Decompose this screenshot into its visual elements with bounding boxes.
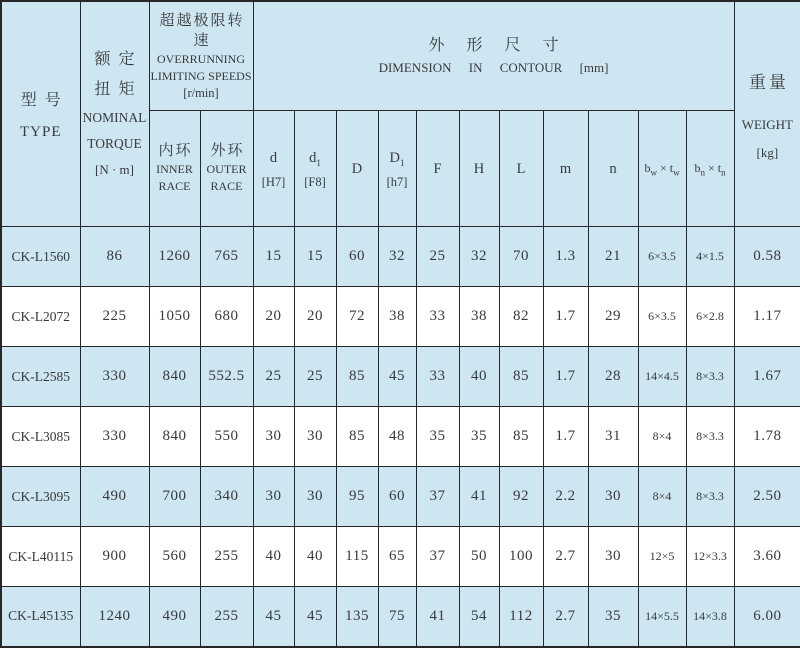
cell-weight: 2.50 <box>734 467 800 527</box>
cell-H: 54 <box>459 587 499 647</box>
cell-D1: 75 <box>378 587 416 647</box>
header-bn-tn-label: $b_n \times t_n$ <box>694 161 726 178</box>
header-d-tolerance: [H7] <box>261 174 286 189</box>
header-inner-en2: RACE <box>158 179 191 193</box>
cell-nominal-torque: 330 <box>80 407 149 467</box>
header-inner-en1: INNER <box>156 162 193 176</box>
cell-d: 40 <box>253 527 294 587</box>
header-d <box>253 111 294 227</box>
cell-outer-race-speed: 340 <box>200 467 253 527</box>
cell-type: CK-L2585 <box>1 347 80 407</box>
cell-d1: 15 <box>294 227 336 287</box>
cell-D1: 38 <box>378 287 416 347</box>
cell-F: 25 <box>416 227 459 287</box>
header-inner-zh: 内环 <box>158 143 193 159</box>
cell-m: 1.7 <box>543 347 588 407</box>
cell-F: 37 <box>416 527 459 587</box>
cell-H: 32 <box>459 227 499 287</box>
header-H-label: H <box>473 160 485 177</box>
cell-D: 85 <box>336 347 378 407</box>
header-outer-zh: 外环 <box>210 143 245 159</box>
cell-outer-race-speed: 550 <box>200 407 253 467</box>
cell-inner-race-speed: 700 <box>149 467 200 527</box>
cell-nominal-torque: 1240 <box>80 587 149 647</box>
cell-H: 38 <box>459 287 499 347</box>
cell-inner-race-speed: 490 <box>149 587 200 647</box>
cell-L: 82 <box>499 287 543 347</box>
header-n-label: n <box>609 160 617 177</box>
header-outer-en1: OUTER <box>206 162 247 176</box>
cell-m: 1.7 <box>543 407 588 467</box>
cell-D1: 65 <box>378 527 416 587</box>
table-row <box>1 587 800 647</box>
table-body <box>1 227 800 647</box>
cell-nominal-torque: 900 <box>80 527 149 587</box>
cell-d: 30 <box>253 467 294 527</box>
cell-bn-tn: 12×3.3 <box>686 527 734 587</box>
cell-m: 1.7 <box>543 287 588 347</box>
cell-m: 2.2 <box>543 467 588 527</box>
header-speeds-zh: 超越极限转速 <box>159 12 245 49</box>
cell-F: 33 <box>416 347 459 407</box>
cell-bn-tn: 4×1.5 <box>686 227 734 287</box>
cell-weight: 1.78 <box>734 407 800 467</box>
header-overrunning-speeds <box>149 1 253 111</box>
header-d1-label: $d_1$ <box>309 149 321 168</box>
cell-D1: 32 <box>378 227 416 287</box>
cell-n: 30 <box>588 467 638 527</box>
cell-weight: 1.67 <box>734 347 800 407</box>
cell-d1: 20 <box>294 287 336 347</box>
cell-D1: 60 <box>378 467 416 527</box>
cell-D: 72 <box>336 287 378 347</box>
cell-L: 100 <box>499 527 543 587</box>
cell-d1: 45 <box>294 587 336 647</box>
cell-D: 85 <box>336 407 378 467</box>
cell-inner-race-speed: 840 <box>149 347 200 407</box>
header-m <box>543 111 588 227</box>
header-outer-en2: RACE <box>210 179 243 193</box>
cell-D: 135 <box>336 587 378 647</box>
header-speeds-unit: [r/min] <box>183 85 219 100</box>
cell-d1: 30 <box>294 467 336 527</box>
cell-nominal-torque: 86 <box>80 227 149 287</box>
cell-nominal-torque: 225 <box>80 287 149 347</box>
cell-nominal-torque: 490 <box>80 467 149 527</box>
cell-bn-tn: 14×3.8 <box>686 587 734 647</box>
header-F-label: F <box>433 160 442 177</box>
cell-L: 85 <box>499 347 543 407</box>
cell-F: 41 <box>416 587 459 647</box>
cell-n: 31 <box>588 407 638 467</box>
cell-bw-tw: 14×4.5 <box>638 347 686 407</box>
cell-type: CK-L40115 <box>1 527 80 587</box>
header-D1-label: $D_1$ <box>389 149 405 168</box>
table-row <box>1 467 800 527</box>
header-bw-tw <box>638 111 686 227</box>
header-dimension-zh: 外形尺寸 <box>428 37 581 54</box>
header-weight-en: WEIGHT <box>741 116 793 132</box>
cell-bn-tn: 8×3.3 <box>686 467 734 527</box>
cell-H: 35 <box>459 407 499 467</box>
header-H <box>459 111 499 227</box>
cell-nominal-torque: 330 <box>80 347 149 407</box>
header-inner-race <box>149 111 200 227</box>
header-L <box>499 111 543 227</box>
header-D1 <box>378 111 416 227</box>
cell-type: CK-L2072 <box>1 287 80 347</box>
cell-D1: 48 <box>378 407 416 467</box>
header-type-zh: 型号 <box>20 92 69 109</box>
cell-L: 70 <box>499 227 543 287</box>
cell-m: 1.3 <box>543 227 588 287</box>
table-row <box>1 227 800 287</box>
cell-n: 29 <box>588 287 638 347</box>
cell-bn-tn: 8×3.3 <box>686 407 734 467</box>
cell-n: 28 <box>588 347 638 407</box>
cell-D: 60 <box>336 227 378 287</box>
cell-L: 92 <box>499 467 543 527</box>
cell-n: 21 <box>588 227 638 287</box>
cell-H: 50 <box>459 527 499 587</box>
cell-L: 85 <box>499 407 543 467</box>
cell-d: 30 <box>253 407 294 467</box>
cell-type: CK-L3085 <box>1 407 80 467</box>
cell-F: 35 <box>416 407 459 467</box>
cell-weight: 0.58 <box>734 227 800 287</box>
cell-bw-tw: 8×4 <box>638 467 686 527</box>
table-row <box>1 347 800 407</box>
cell-d: 15 <box>253 227 294 287</box>
cell-inner-race-speed: 840 <box>149 407 200 467</box>
header-type-en: TYPE <box>20 124 62 140</box>
header-D1-tolerance: [h7] <box>386 174 408 189</box>
cell-bn-tn: 6×2.8 <box>686 287 734 347</box>
header-weight-zh: 重量 <box>748 72 789 92</box>
header-outer-race <box>200 111 253 227</box>
cell-m: 2.7 <box>543 527 588 587</box>
cell-D1: 45 <box>378 347 416 407</box>
cell-D: 95 <box>336 467 378 527</box>
header-F <box>416 111 459 227</box>
header-dimension-en: DIMENSION IN CONTOUR [mm] <box>378 60 609 75</box>
header-torque-en1: NOMINAL <box>82 110 147 125</box>
cell-outer-race-speed: 765 <box>200 227 253 287</box>
cell-type: CK-L3095 <box>1 467 80 527</box>
cell-d1: 40 <box>294 527 336 587</box>
table-row <box>1 407 800 467</box>
header-D-label: D <box>351 160 363 177</box>
header-torque-zh: 额定扭矩 <box>94 51 143 98</box>
header-bn-tn <box>686 111 734 227</box>
cell-d1: 30 <box>294 407 336 467</box>
cell-H: 41 <box>459 467 499 527</box>
cell-outer-race-speed: 255 <box>200 527 253 587</box>
header-speeds-en2: LIMITING SPEEDS <box>150 68 252 83</box>
header-d1-tolerance: [F8] <box>304 174 326 189</box>
cell-d1: 25 <box>294 347 336 407</box>
header-d1 <box>294 111 336 227</box>
cell-bw-tw: 14×5.5 <box>638 587 686 647</box>
cell-inner-race-speed: 1260 <box>149 227 200 287</box>
header-L-label: L <box>516 160 526 177</box>
header-torque-unit: [N · m] <box>95 162 134 177</box>
header-nominal-torque <box>80 1 149 227</box>
cell-F: 37 <box>416 467 459 527</box>
cell-n: 35 <box>588 587 638 647</box>
table-row <box>1 287 800 347</box>
cell-bn-tn: 8×3.3 <box>686 347 734 407</box>
table-row <box>1 527 800 587</box>
cell-outer-race-speed: 255 <box>200 587 253 647</box>
cell-d: 20 <box>253 287 294 347</box>
header-m-label: m <box>559 160 572 177</box>
cell-inner-race-speed: 560 <box>149 527 200 587</box>
cell-weight: 1.17 <box>734 287 800 347</box>
cell-n: 30 <box>588 527 638 587</box>
cell-bw-tw: 6×3.5 <box>638 287 686 347</box>
cell-d: 45 <box>253 587 294 647</box>
header-torque-en2: TORQUE <box>87 136 142 151</box>
cell-type: CK-L45135 <box>1 587 80 647</box>
cell-F: 33 <box>416 287 459 347</box>
cell-L: 112 <box>499 587 543 647</box>
cell-D: 115 <box>336 527 378 587</box>
cell-weight: 6.00 <box>734 587 800 647</box>
header-d-label: d <box>269 149 278 166</box>
cell-m: 2.7 <box>543 587 588 647</box>
cell-weight: 3.60 <box>734 527 800 587</box>
cell-outer-race-speed: 680 <box>200 287 253 347</box>
header-type <box>1 1 80 227</box>
header-speeds-en1: OVERRUNNING <box>157 51 245 66</box>
cell-bw-tw: 12×5 <box>638 527 686 587</box>
cell-d: 25 <box>253 347 294 407</box>
header-dimension <box>253 1 734 111</box>
header-bw-tw-label: $b_w \times t_w$ <box>644 161 680 178</box>
header-weight <box>734 1 800 227</box>
cell-bw-tw: 6×3.5 <box>638 227 686 287</box>
cell-inner-race-speed: 1050 <box>149 287 200 347</box>
cell-outer-race-speed: 552.5 <box>200 347 253 407</box>
header-D <box>336 111 378 227</box>
header-n <box>588 111 638 227</box>
cell-bw-tw: 8×4 <box>638 407 686 467</box>
cell-H: 40 <box>459 347 499 407</box>
header-weight-unit: [kg] <box>756 144 779 160</box>
cell-type: CK-L1560 <box>1 227 80 287</box>
